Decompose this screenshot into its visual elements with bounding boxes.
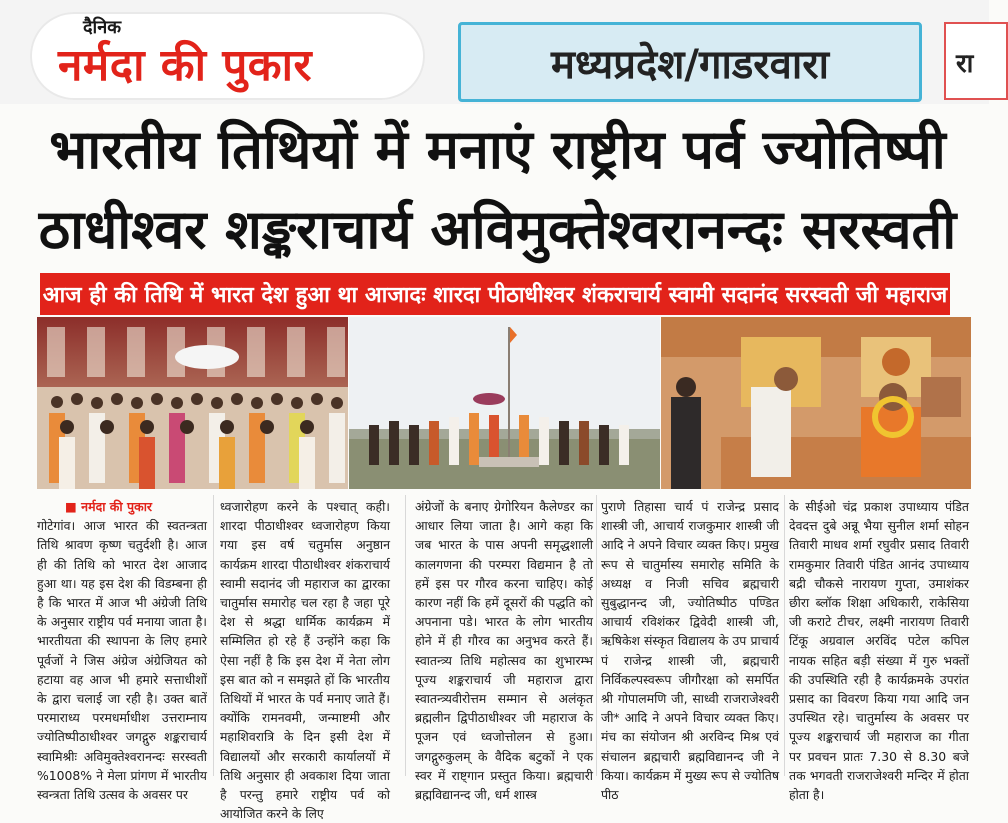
edition-location: मध्यप्रदेश/गाडरवारा <box>551 41 829 88</box>
article-text: अंग्रेजों के बनाए ग्रेगोरियन कैलेण्डर का आधार लिया जाता है। आगे कहा कि जब भारत के पास अपनी समृद्धशाली कालगणना की परम्परा विद्यमान है तो हमें इस पर गौरव करना चाहिए। कोई कारण नहीं कि हमें दूसरों की पद्धति को अपनाना पडे। भारत के लोग भारतीय होने में ही गौरव का अनुभव करते हैं। स्वातन्त्र्य तिथि महोत्सव का शुभारम्भ पूज्य शङ्कराचार्य जी महाराज द्वारा स्वातन्त्र्यवीरोत्तम सम्मान से अलंकृत ब्रह्मलीन द्विपीठाधीश्वर जी महाराज के पूजन एवं ध्वजोत्तोलन से हुआ। जगद्गुरुकुलम् के वैदिक बटुकों ने एक स्वर में राष्ट्गान प्रस्तुत किया। ब्रह्मचारी ब्रह्मविद्यानन्द जी, धर्म शास्त्र <box>415 499 593 803</box>
column-divider <box>596 495 597 776</box>
article-column-5 <box>789 497 969 803</box>
newspaper-name: नर्मदा की पुकार <box>58 40 312 91</box>
article-text: ध्वजारोहण करने के पश्चात् कही। शारदा पीठाधीश्वर ध्वजारोहण किया गया इस वर्ष चतुर्मास अनुष्ठान कार्यक्रम शारदा पीठाधीश्वर शंकराचार्य स्वामी सदानंद जी महाराज का द्वारका चातुर्मास समारोह चल रहा है जहा पूरे देश से श्रद्धा धार्मिक कार्यक्रम में सम्मिलित हो रहे हैं उन्होंने कहा कि ऐसा नहीं है कि इस देश में नेता लोग इस बात को न समझते हों कि भारतीय तिथियों में भारत के पर्व मनाए जाते हैं। क्योंकि रामनवमी, जन्माष्टमी और महाशिवरात्रि के दिन इसी देश में विद्यालयों और सरकारी कार्यालयों में तिथि अनुसार ही अवकाश दिया जाता है परन्तु हमारे राष्ट्रीय पर्व को आयोजित करने के लिए <box>220 499 390 822</box>
headline-line-1: भारतीय तिथियों में मनाएं राष्ट्रीय पर्व ज्योतिष्पी <box>49 118 946 181</box>
cropped-side-text: रा <box>956 49 974 79</box>
article-text: गोटेगांव। आज भारत की स्वतन्त्रता तिथि श्रावण कृष्ण चतुर्दशी है। आज ही की तिथि को भारत देश आजाद हुआ था। यह इस देश की विडम्बना ही है कि भारत में आज भी अंग्रेजी तिथि के अनुसार राष्ट्रीय पर्व मनाया जाता है। भारतीयता की स्थापना के लिए हमारे पूर्वजों ने जिस अंग्रेज अंग्रेजियत को हटाया वह आज भी हमारे सत्ताधीशों के द्वारा चलाई जा रही है। उक्त बातें परमाराध्य परमधर्माधीश उत्तराम्नाय ज्योतिष्पीठाधीश्वर जगद्गुरु शङ्कराचार्य स्वामिश्रीः अविमुक्तेश्वरानन्दः सरस्वती %1008% ने मेला प्रांगण में भारतीय स्वन्त्रता तिथि उत्सव के अवसर पर <box>37 518 207 803</box>
subheadline-bar <box>40 273 950 315</box>
photo-gathering <box>37 317 348 489</box>
column-divider <box>213 495 214 776</box>
article-column-1 <box>37 497 207 803</box>
byline: ■ नर्मदा की पुकार <box>65 499 153 514</box>
column-divider <box>405 495 406 776</box>
photo-puja-ceremony <box>661 317 971 489</box>
logo-dainik-label: दैनिक <box>83 17 122 38</box>
edition-location-box <box>458 22 922 102</box>
cropped-side-box <box>944 22 1008 100</box>
headline-line-2: ठाधीश्वर शङ्कराचार्य अविमुक्तेश्वरानन्दः सरस्वती <box>38 198 957 261</box>
subheadline: आज ही की तिथि में भारत देश हुआ था आजादः शारदा पीठाधीश्वर शंकराचार्य स्वामी सदानंद सरस्वती जी महाराज <box>42 283 948 308</box>
article-text: के सीईओ चंद्र प्रकाश उपाध्याय पंडित देवदत्त दुबे अन्नू भैया सुनील शर्मा सोहन तिवारी माधव शर्मा रघुवीर प्रसाद तिवारी रामकुमार तिवारी पंडित आनंद उपाध्याय बद्री चौकसे नारायण गुप्ता, उमाशंकर छीरा ब्लॉक शिक्षा अधिकारी, राकेसिया जी कराटे टीचर, लक्ष्मी नारायण तिवारी टिंकू अग्रवाल अरविंद पटेल कपिल नायक सहित बड़ी संख्या में गुरु भक्तों की उपस्थिति रही है कार्यक्रमके उपरांत प्रसाद का विवरण किया गया आदि जन उपस्थित रहे। चातुर्मास्य के अवसर पर पूज्य शङ्कराचार्य जी महाराज का गीता पर प्रवचन प्रातः 7.30 से 8.30 बजे तक भगवती राजराजेश्वरी मन्दिर में होता होता है। <box>789 499 969 803</box>
article-column-3 <box>415 497 593 803</box>
article-column-4 <box>601 497 779 803</box>
column-divider <box>784 495 785 776</box>
article-text: पुराणे तिहासा चार्य पं राजेन्द्र प्रसाद शास्त्री जी, आचार्य राजकुमार शास्त्री जी आदि ने अपने विचार व्यक्त किए। प्रमुख रूप से चातुर्मास्य समारोह समिति के अध्यक्ष व निजी सचिव ब्रह्मचारी सुबुद्धानन्द जी, ज्योतिष्पीठ पण्डित आचार्य रविशंकर द्विवेदी शास्त्री जी, ऋषिकेश संस्कृत विद्यालय के उप प्राचार्य पं राजेन्द्र शास्त्री जी, ब्रह्मचारी निर्विकल्पस्वरूप जीगौरक्षा को समर्पित श्री गोपालमणि जी, साध्वी राजराजेश्वरी जी* आदि ने अपने विचार व्यक्त किए। मंच का संयोजन श्री अरविन्द मिश्र एवं संचालन ब्रह्मचारी ब्रह्मविद्यानन्द जी ने किया। कार्यक्रम में मुख्य रूप से ज्योतिष पीठ <box>601 499 779 803</box>
article-column-2 <box>220 497 390 822</box>
photo-flag-hoisting <box>349 317 660 489</box>
